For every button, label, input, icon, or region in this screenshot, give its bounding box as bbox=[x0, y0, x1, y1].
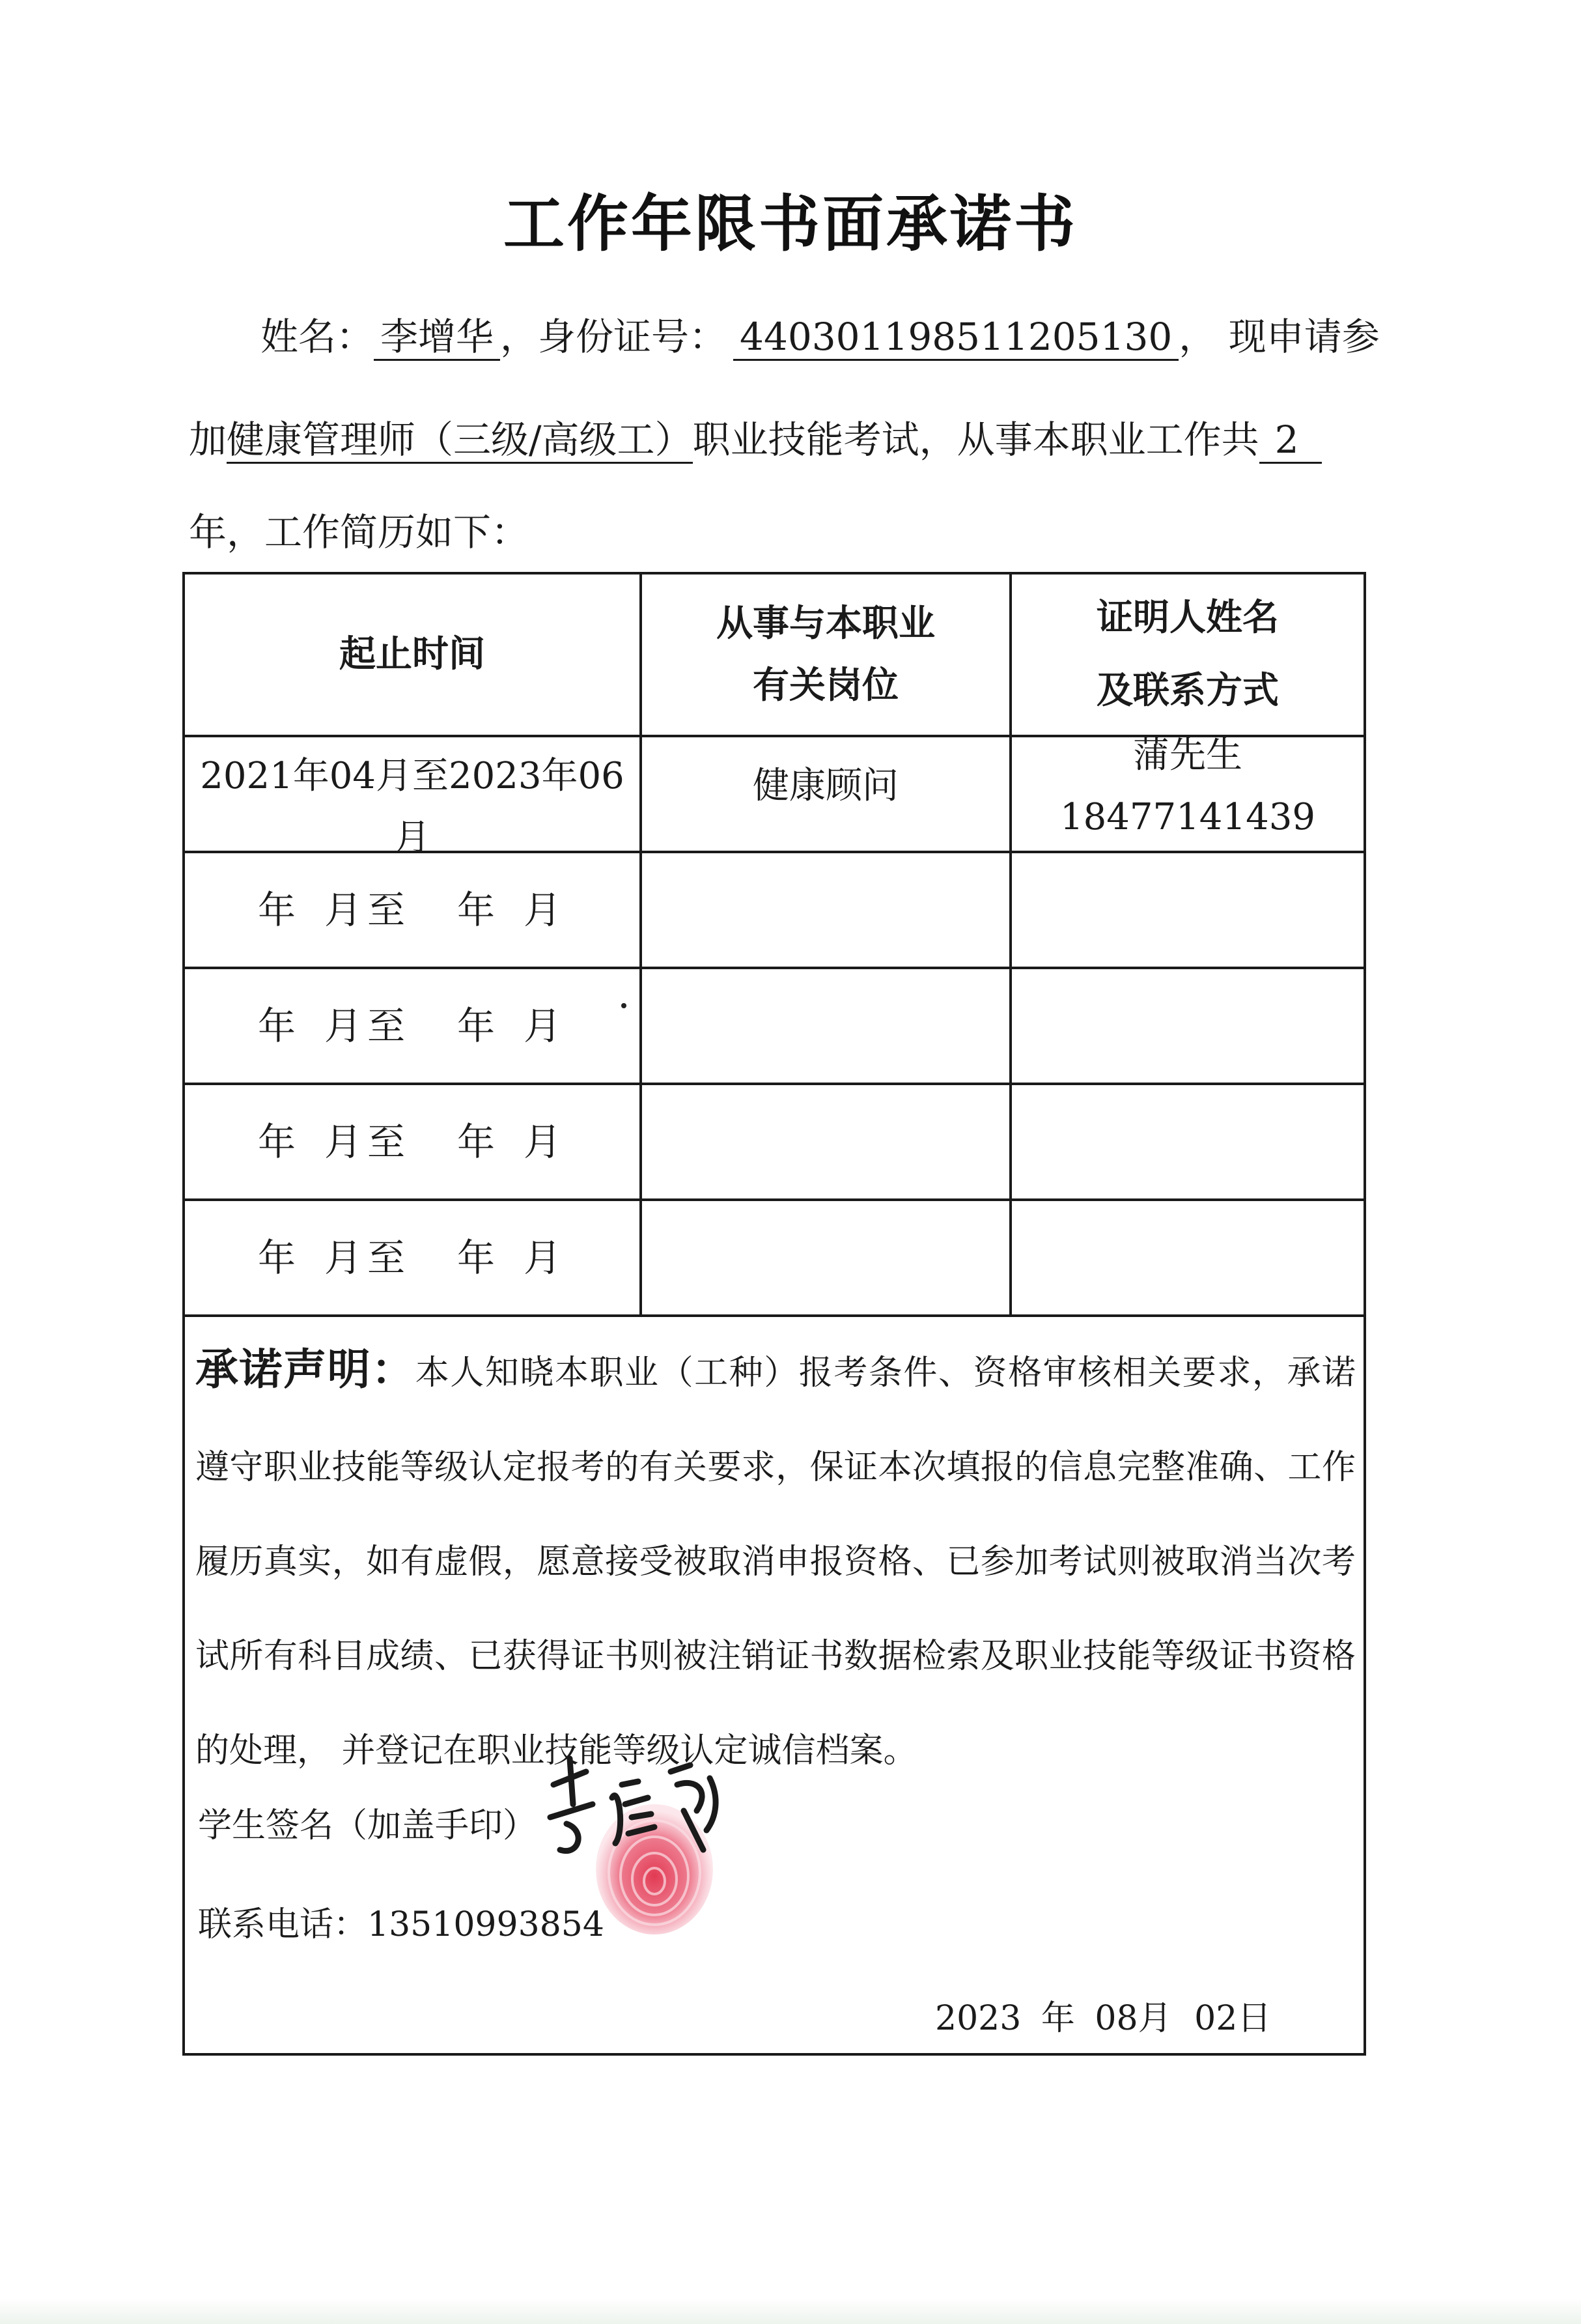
date-day: 02日 bbox=[1194, 1999, 1272, 2038]
empty-year-label: 年 bbox=[257, 1119, 301, 1164]
empty-year-label: 年 bbox=[457, 887, 501, 932]
intro-continuation: ， 现申请参 bbox=[1179, 315, 1380, 359]
scan-edge-shade bbox=[0, 2298, 1581, 2324]
document-title: 工作年限书面承诺书 bbox=[503, 189, 1078, 260]
exam-prefix: 加 bbox=[189, 418, 227, 462]
stray-ink-dot bbox=[621, 1003, 626, 1008]
empty-month-label: 月 bbox=[524, 1235, 567, 1280]
contact-phone-value: 13510993854 bbox=[367, 1905, 604, 1944]
name-value: 李增华 bbox=[374, 315, 500, 361]
empty-month-to-label: 月至 bbox=[324, 887, 410, 932]
header-witness-line-1: 证明人姓名 bbox=[1097, 597, 1279, 639]
empty-row-period bbox=[185, 853, 639, 967]
table-row-witness: 蒲先生18477141439 bbox=[1060, 733, 1315, 838]
header-period: 起止时间 bbox=[339, 633, 485, 676]
empty-month-label: 月 bbox=[524, 887, 567, 932]
empty-year-label: 年 bbox=[457, 1003, 501, 1048]
empty-month-label: 月 bbox=[524, 1119, 567, 1164]
table-row-period: 2021年04月至2023年06月 bbox=[200, 754, 624, 859]
exam-value: 健康管理师（三级/高级工） bbox=[227, 418, 693, 464]
table-divider bbox=[182, 1314, 1366, 1317]
empty-month-to-label: 月至 bbox=[324, 1003, 410, 1048]
intro-line-2 bbox=[189, 409, 1322, 464]
contact-row bbox=[198, 1897, 604, 1946]
date-month: 08月 bbox=[1095, 1999, 1172, 2038]
declaration-paragraph bbox=[195, 1322, 1356, 1798]
signature-label: 学生签名（加盖手印） bbox=[198, 1806, 537, 1845]
header-position-line-1: 从事与本职业 bbox=[716, 602, 935, 645]
table-row-position: 健康顾问 bbox=[753, 765, 899, 808]
empty-year-label: 年 bbox=[257, 1003, 301, 1048]
intro-line-3: 年，工作简历如下： bbox=[189, 510, 529, 554]
empty-year-label: 年 bbox=[257, 1235, 301, 1280]
date-year-unit: 年 bbox=[1041, 1999, 1075, 2038]
declaration-title: 承诺声明： bbox=[195, 1344, 415, 1395]
empty-row-period bbox=[185, 1201, 639, 1314]
date-year: 2023 bbox=[935, 1999, 1022, 2038]
thumbprint-icon bbox=[596, 1804, 713, 1934]
empty-row-period bbox=[185, 969, 639, 1083]
empty-month-to-label: 月至 bbox=[324, 1235, 410, 1280]
years-value: 2 bbox=[1259, 418, 1322, 464]
header-position-line-2: 有关岗位 bbox=[753, 664, 899, 707]
empty-year-label: 年 bbox=[457, 1235, 501, 1280]
header-witness-line-2: 及联系方式 bbox=[1097, 670, 1279, 712]
id-label: ，身份证号： bbox=[500, 315, 727, 359]
signature-row bbox=[198, 1798, 537, 1847]
header-witness bbox=[1012, 574, 1364, 735]
empty-month-label: 月 bbox=[524, 1003, 567, 1048]
empty-row-period bbox=[185, 1085, 639, 1198]
header-position bbox=[642, 574, 1009, 735]
contact-label: 联系电话： bbox=[198, 1905, 368, 1944]
empty-year-label: 年 bbox=[257, 887, 301, 932]
id-number-value: 440301198511205130 bbox=[733, 315, 1179, 361]
empty-month-to-label: 月至 bbox=[324, 1119, 410, 1164]
empty-year-label: 年 bbox=[457, 1119, 501, 1164]
declaration-body: 本人知晓本职业（工种）报考条件、资格审核相关要求，承诺遵守职业技能等级认定报考的有关要求，保证本次填报的信息完整准确、工作履历真实，如有虚假，愿意接受被取消申报资格、已参加考试则被取消当次考试所有科目成绩、已获得证书则被注销证书数据检索及职业技能等级证书资格的处理， 并登记在职业技能等级认定诚信档案。 bbox=[195, 1353, 1356, 1770]
intro-line-1 bbox=[260, 306, 1380, 361]
name-label: 姓名： bbox=[260, 315, 374, 359]
exam-middle-text: 职业技能考试，从事本职业工作共 bbox=[692, 418, 1259, 462]
date-row bbox=[935, 1991, 1271, 2039]
